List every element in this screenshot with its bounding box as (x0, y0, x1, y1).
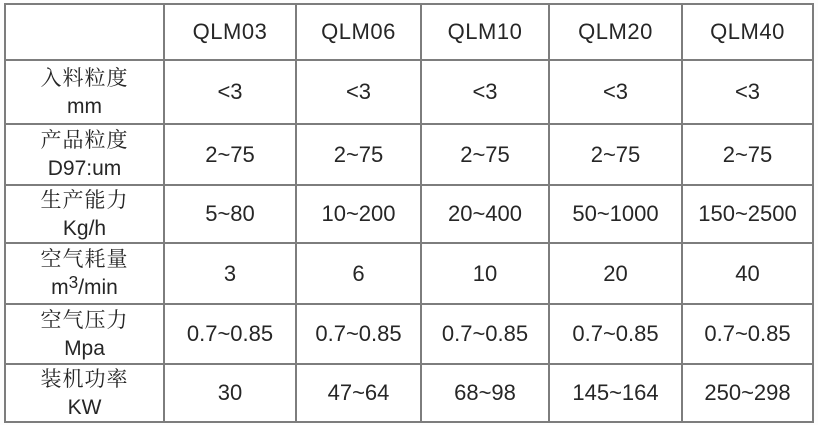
header-qlm06: QLM06 (296, 4, 421, 60)
cell-product-size-qlm10: 2~75 (421, 124, 549, 185)
unit-superscript: 3 (68, 272, 79, 292)
row-label-cn: 空气压力 (40, 308, 129, 332)
header-qlm20: QLM20 (549, 4, 682, 60)
cell-capacity-qlm10: 20~400 (421, 185, 549, 243)
header-qlm03: QLM03 (164, 4, 296, 60)
header-row (5, 4, 813, 60)
header-qlm10: QLM10 (421, 4, 549, 60)
row-label-product-size (5, 124, 164, 185)
row-label-installed-power (5, 364, 164, 422)
cell-air-pressure-qlm20: 0.7~0.85 (549, 304, 682, 364)
cell-product-size-qlm20: 2~75 (549, 124, 682, 185)
cell-capacity-qlm06: 10~200 (296, 185, 421, 243)
cell-product-size-qlm40: 2~75 (682, 124, 813, 185)
cell-air-consumption-qlm03: 3 (164, 243, 296, 304)
row-label-unit (6, 274, 163, 301)
cell-feed-size-qlm20: <3 (549, 60, 682, 124)
row-label-unit: Kg/h (62, 216, 107, 240)
cell-feed-size-qlm10: <3 (421, 60, 549, 124)
cell-installed-power-qlm40: 250~298 (682, 364, 813, 422)
row-air-consumption (5, 243, 813, 304)
row-label-unit: D97:um (47, 157, 122, 180)
cell-air-pressure-qlm10: 0.7~0.85 (421, 304, 549, 364)
cell-product-size-qlm06: 2~75 (296, 124, 421, 185)
cell-air-consumption-qlm06: 6 (296, 243, 421, 304)
cell-air-consumption-qlm20: 20 (549, 243, 682, 304)
qlm-spec-table (4, 3, 814, 423)
row-label-unit: Mpa (64, 336, 105, 360)
cell-installed-power-qlm06: 47~64 (296, 364, 421, 422)
row-feed-size (5, 60, 813, 124)
row-label-feed-size (5, 60, 164, 124)
header-qlm40: QLM40 (682, 4, 813, 60)
row-label-unit: mm (67, 94, 102, 118)
cell-installed-power-qlm10: 68~98 (421, 364, 549, 422)
row-label-cn: 装机功率 (40, 367, 129, 391)
unit-suffix: /min (78, 276, 118, 299)
unit-prefix: m (51, 276, 69, 299)
cell-air-pressure-qlm03: 0.7~0.85 (164, 304, 296, 364)
cell-installed-power-qlm20: 145~164 (549, 364, 682, 422)
row-label-air-pressure (5, 304, 164, 364)
cell-feed-size-qlm06: <3 (296, 60, 421, 124)
row-label-cn: 生产能力 (40, 188, 129, 212)
row-label-cn: 空气耗量 (40, 248, 129, 271)
cell-capacity-qlm40: 150~2500 (682, 185, 813, 243)
cell-capacity-qlm03: 5~80 (164, 185, 296, 243)
row-label-unit: KW (67, 395, 102, 419)
cell-capacity-qlm20: 50~1000 (549, 185, 682, 243)
cell-product-size-qlm03: 2~75 (164, 124, 296, 185)
row-label-air-consumption (5, 243, 164, 304)
cell-air-consumption-qlm40: 40 (682, 243, 813, 304)
row-label-cn: 入料粒度 (40, 66, 129, 90)
cell-feed-size-qlm40: <3 (682, 60, 813, 124)
cell-installed-power-qlm03: 30 (164, 364, 296, 422)
cell-air-pressure-qlm06: 0.7~0.85 (296, 304, 421, 364)
cell-air-pressure-qlm40: 0.7~0.85 (682, 304, 813, 364)
row-installed-power (5, 364, 813, 422)
row-capacity (5, 185, 813, 243)
row-label-capacity (5, 185, 164, 243)
row-product-size (5, 124, 813, 185)
row-label-cn: 产品粒度 (40, 129, 129, 152)
cell-feed-size-qlm03: <3 (164, 60, 296, 124)
header-empty-cell (5, 4, 164, 60)
row-air-pressure (5, 304, 813, 364)
cell-air-consumption-qlm10: 10 (421, 243, 549, 304)
